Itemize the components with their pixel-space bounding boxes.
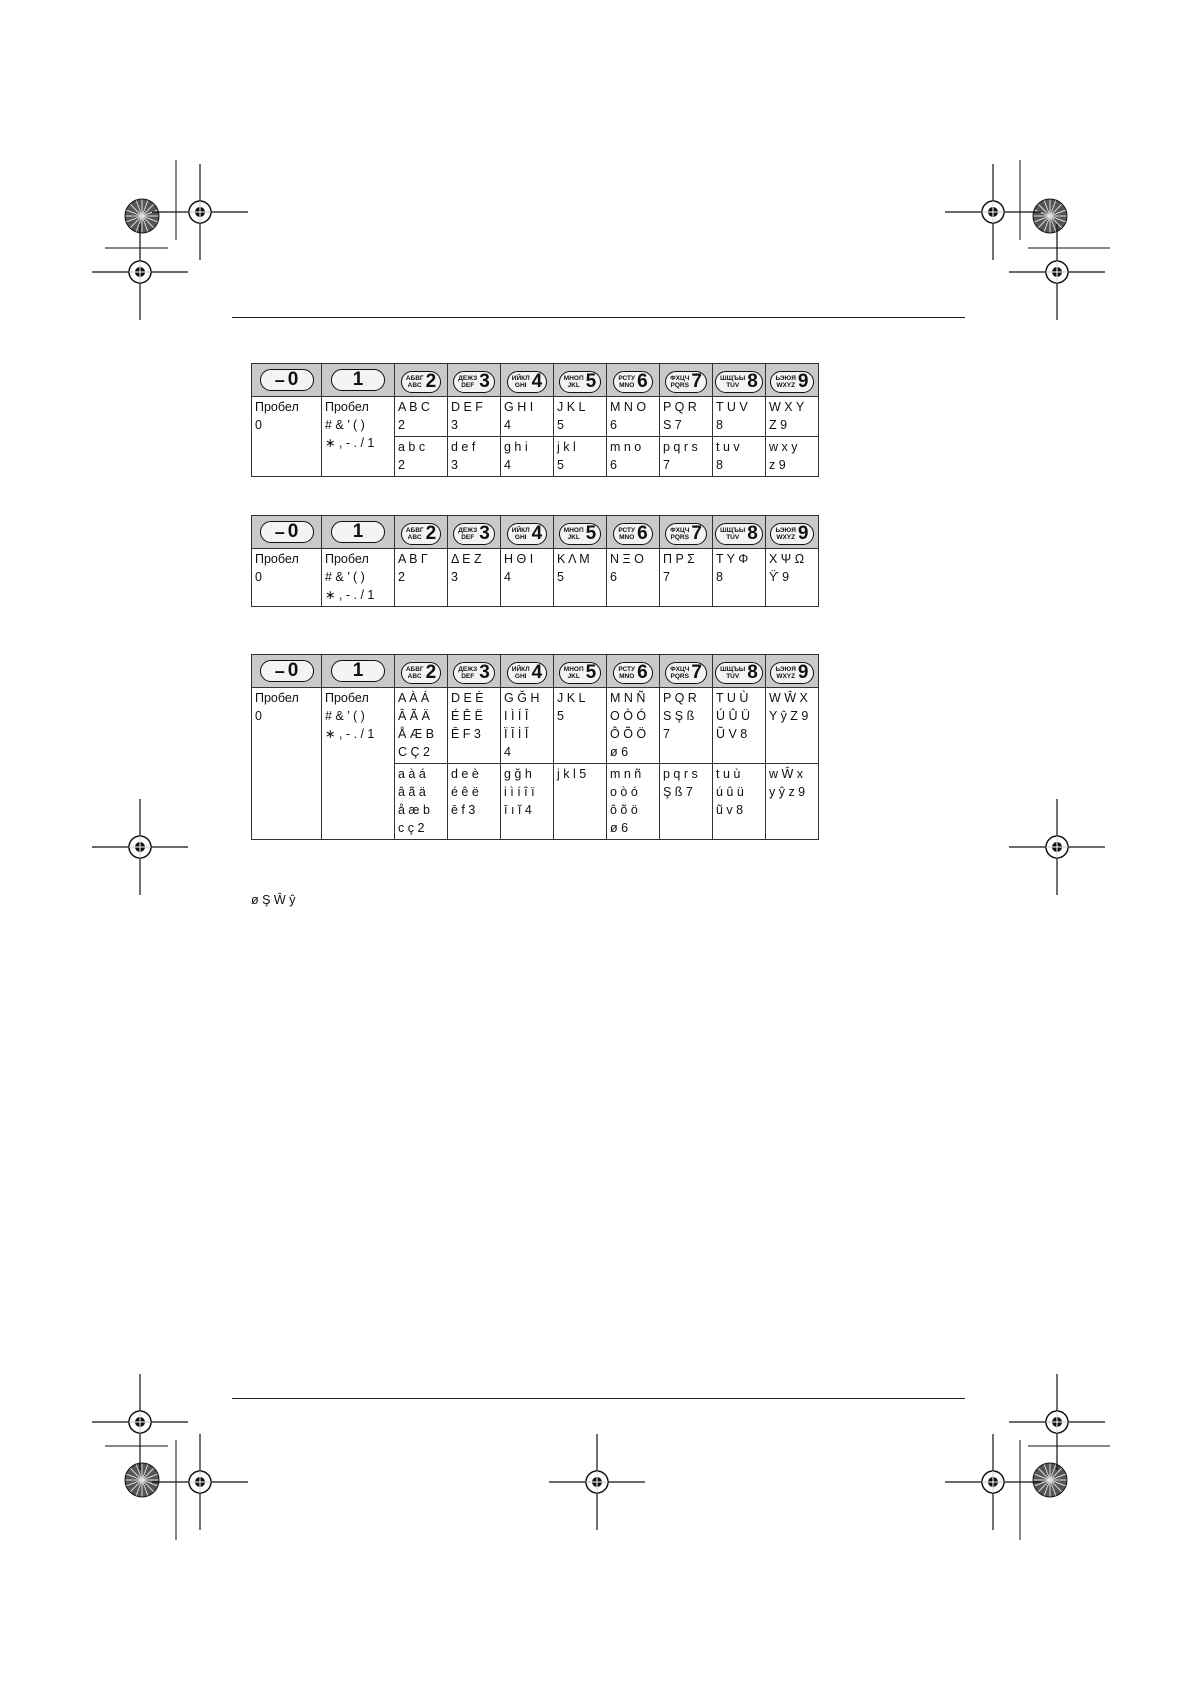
key-0-chars: Пробел 0 <box>252 688 322 840</box>
key-5-icon: МНОП JKL 5 <box>559 662 601 684</box>
key-8-icon: ШЩЪЫ TUV 8 <box>715 371 763 393</box>
key-3-icon: ДЕЖЗ DEF 3 <box>453 523 495 545</box>
key-3-upper: Δ Ε Ζ 3 <box>448 549 501 607</box>
key-5-upper: J K L 5 <box>554 397 607 437</box>
extended-character-table <box>251 654 819 840</box>
key-9-icon: ЬЭЮЯ WXYZ 9 <box>770 523 813 545</box>
key-3-lower: d e f 3 <box>448 437 501 477</box>
key-9-upper: Χ Ψ Ω ϔ 9 <box>766 549 819 607</box>
bottom-right-marks <box>945 1374 1110 1540</box>
key-header-row <box>252 655 819 688</box>
key-4-lower: g h i 4 <box>501 437 554 477</box>
key-1-chars: Пробел # & ’ ( ) ∗ , - . / 1 <box>322 688 395 840</box>
key-0-icon: – 0 <box>260 660 314 682</box>
key-1-chars: Пробел # & ’ ( ) ∗ , - . / 1 <box>322 397 395 477</box>
key-8-icon: ШЩЪЫ TUV 8 <box>715 662 763 684</box>
key-5-lower: j k l 5 <box>554 764 607 840</box>
key-9-lower: w Ŵ x y ŷ z 9 <box>766 764 819 840</box>
key-4-upper: G Ğ H I Ì Í Î Ï Ī İ Ĭ 4 <box>501 688 554 764</box>
key-5-icon: МНОП JKL 5 <box>559 523 601 545</box>
key-9-upper: W X Y Z 9 <box>766 397 819 437</box>
key-8-upper: T U V 8 <box>713 397 766 437</box>
key-7-lower: p q r s 7 <box>660 437 713 477</box>
key-header-row <box>252 516 819 549</box>
key-3-icon: ДЕЖЗ DEF 3 <box>453 371 495 393</box>
key-1-icon: 1 <box>331 660 385 682</box>
key-8-upper: Τ Υ Φ 8 <box>713 549 766 607</box>
key-6-lower: m n ñ o ò ó ô õ ö ø 6 <box>607 764 660 840</box>
key-1-chars: Пробел # & ’ ( ) ∗ , - . / 1 <box>322 549 395 607</box>
key-5-icon: МНОП JKL 5 <box>559 371 601 393</box>
key-5-lower: j k l 5 <box>554 437 607 477</box>
key-7-upper: P Q R S Ş ß 7 <box>660 688 713 764</box>
key-7-icon: ФХЦЧ PQRS 7 <box>665 523 707 545</box>
bottom-center-mark <box>549 1434 645 1530</box>
bottom-left-marks <box>92 1374 248 1540</box>
key-9-lower: w x y z 9 <box>766 437 819 477</box>
key-4-icon: ИЙКЛ GHI 4 <box>507 662 547 684</box>
key-4-upper: Η Θ Ι 4 <box>501 549 554 607</box>
key-3-upper: D E F 3 <box>448 397 501 437</box>
key-3-icon: ДЕЖЗ DEF 3 <box>453 662 495 684</box>
key-8-icon: ШЩЪЫ TUV 8 <box>715 523 763 545</box>
key-9-icon: ЬЭЮЯ WXYZ 9 <box>770 371 813 393</box>
latin-character-table <box>251 363 819 477</box>
key-8-lower: t u ù ú û ü ũ v 8 <box>713 764 766 840</box>
key-4-upper: G H I 4 <box>501 397 554 437</box>
key-2-upper: A B C 2 <box>395 397 448 437</box>
key-header-row <box>252 364 819 397</box>
key-2-lower: a b c 2 <box>395 437 448 477</box>
key-2-icon: АБВГ ABC 2 <box>401 662 441 684</box>
upper-row <box>252 549 819 607</box>
key-6-upper: M N Ñ O Ò Ó Ô Õ Ö ø 6 <box>607 688 660 764</box>
upper-row <box>252 397 819 437</box>
key-5-upper: Κ Λ Μ 5 <box>554 549 607 607</box>
key-4-icon: ИЙКЛ GHI 4 <box>507 523 547 545</box>
key-0-chars: Пробел 0 <box>252 549 322 607</box>
key-9-upper: W Ŵ X Y ŷ Z 9 <box>766 688 819 764</box>
key-4-icon: ИЙКЛ GHI 4 <box>507 371 547 393</box>
key-7-lower: p q r s Ş ß 7 <box>660 764 713 840</box>
key-5-upper: J K L 5 <box>554 688 607 764</box>
top-left-marks <box>92 160 248 320</box>
key-2-upper: A À Á Â Ã Ä Å Æ B C Ç 2 <box>395 688 448 764</box>
key-6-lower: m n o 6 <box>607 437 660 477</box>
key-7-upper: Π Ρ Σ 7 <box>660 549 713 607</box>
top-right-marks <box>945 160 1110 320</box>
key-1-icon: 1 <box>331 369 385 391</box>
key-6-icon: РСТУ MNO 6 <box>613 371 653 393</box>
key-6-upper: M N O 6 <box>607 397 660 437</box>
key-0-icon: – 0 <box>260 521 314 543</box>
key-2-upper: Α Β Γ 2 <box>395 549 448 607</box>
key-7-icon: ФХЦЧ PQRS 7 <box>665 662 707 684</box>
footnote: ø Ş Ŵ ŷ <box>251 893 296 907</box>
key-4-lower: g ğ h i ì í î ï ī ı ĭ 4 <box>501 764 554 840</box>
key-7-icon: ФХЦЧ PQRS 7 <box>665 371 707 393</box>
key-2-icon: АБВГ ABC 2 <box>401 371 441 393</box>
key-2-lower: a à á â ã ä å æ b c ç 2 <box>395 764 448 840</box>
key-0-chars: Пробел 0 <box>252 397 322 477</box>
key-0-icon: – 0 <box>260 369 314 391</box>
key-6-upper: Ν Ξ Ο 6 <box>607 549 660 607</box>
key-7-upper: P Q R S 7 <box>660 397 713 437</box>
greek-character-table <box>251 515 819 607</box>
key-2-icon: АБВГ ABC 2 <box>401 523 441 545</box>
key-3-upper: D E È É Ê Ë Ē F 3 <box>448 688 501 764</box>
key-1-icon: 1 <box>331 521 385 543</box>
key-6-icon: РСТУ MNO 6 <box>613 662 653 684</box>
key-8-lower: t u v 8 <box>713 437 766 477</box>
key-3-lower: d e è é ê ë ē f 3 <box>448 764 501 840</box>
key-9-icon: ЬЭЮЯ WXYZ 9 <box>770 662 813 684</box>
key-8-upper: T U Ù Ú Û Ü Ũ V 8 <box>713 688 766 764</box>
upper-row <box>252 688 819 764</box>
key-6-icon: РСТУ MNO 6 <box>613 523 653 545</box>
